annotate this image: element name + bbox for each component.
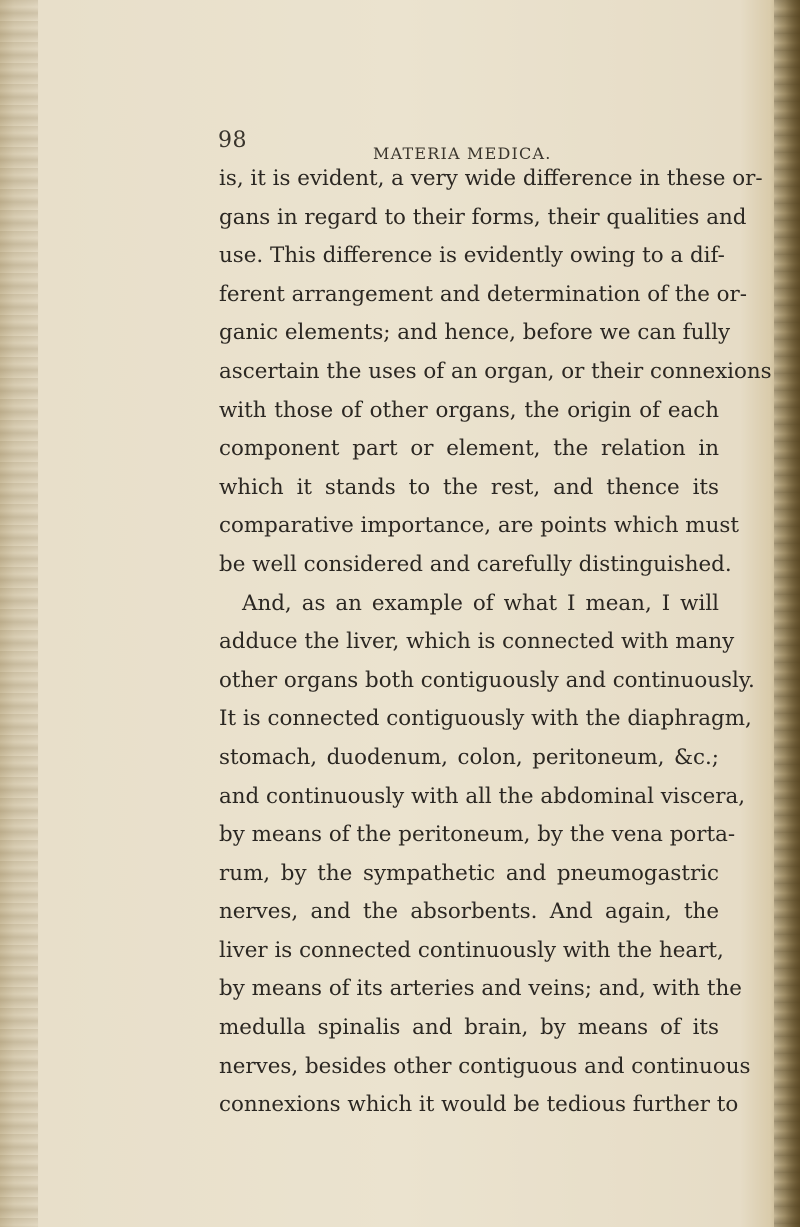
text-line: nerves, and the absorbents. And again, the	[219, 899, 719, 925]
text-line: by means of its arteries and veins; and, with the	[219, 976, 742, 1002]
text-line: other organs both contiguously and continuously.	[219, 667, 755, 693]
text-line: ferent arrangement and determination of the or-	[219, 281, 747, 307]
text-line: connexions which it would be tedious further to	[219, 1092, 739, 1118]
text-line: ascertain the uses of an organ, or their connexions	[219, 358, 772, 384]
text-line: be well considered and carefully distinguished.	[219, 551, 732, 577]
text-line: and continuously with all the abdominal viscera,	[219, 783, 746, 809]
text-line: with those of other organs, the origin of each	[219, 397, 719, 423]
page-number: 98	[218, 128, 247, 153]
text-line: component part or element, the relation in	[219, 436, 719, 462]
text-line: stomach, duodenum, colon, peritoneum, &c.;	[219, 744, 719, 770]
text-line: ganic elements; and hence, before we can fully	[219, 320, 731, 346]
text-line: comparative importance, are points which must	[219, 513, 739, 539]
text-line: which it stands to the rest, and thence its	[219, 474, 719, 500]
text-line: is, it is evident, a very wide difference in these or-	[219, 166, 763, 191]
text-line: adduce the liver, which is connected with many	[219, 629, 735, 655]
text-line: medulla spinalis and brain, by means of its	[219, 1015, 719, 1041]
text-line: by means of the peritoneum, by the vena porta-	[219, 822, 736, 848]
text-line: rum, by the sympathetic and pneumogastric	[219, 860, 719, 886]
text-line: liver is connected continuously with the heart,	[219, 937, 724, 963]
page-gutter-left	[0, 0, 38, 1227]
text-line: gans in regard to their forms, their qualities and	[219, 204, 747, 230]
text-line: nerves, besides other contiguous and continuous	[219, 1053, 751, 1079]
text-line: It is connected contiguously with the diaphragm,	[219, 706, 752, 732]
page-edge-right	[774, 0, 800, 1227]
text-line-paragraph-start: And, as an example of what I mean, I will	[242, 590, 719, 616]
text-line: use. This difference is evidently owing to a dif-	[219, 243, 725, 269]
running-head: MATERIA MEDICA.	[373, 144, 552, 163]
body-text	[219, 160, 772, 1125]
